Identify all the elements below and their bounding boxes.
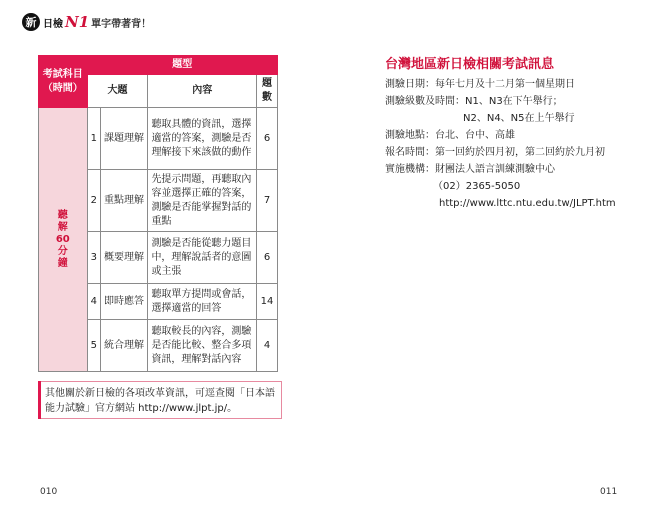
row-num: 2 [87, 170, 100, 232]
info-location: 測驗地點：台北、台中、高雄 [385, 130, 515, 141]
subject-char: 鐘 [57, 257, 68, 269]
logo-title [43, 13, 151, 31]
subject-char: 聽 [57, 209, 68, 221]
info-phone: （02）2365-5050 [433, 181, 521, 192]
row-content: 聽取單方提問或會話，選擇適當的回答 [148, 284, 257, 320]
row-count: 4 [257, 320, 278, 372]
row-count: 7 [257, 170, 278, 232]
subject-char: 分 [57, 245, 68, 257]
header-major: 大題 [87, 75, 148, 108]
page-number-left: 010 [40, 487, 58, 497]
header-content: 內容 [148, 75, 257, 108]
row-content: 先提示問題，再聽取內容並選擇正確的答案，測驗是否能掌握對話的重點 [148, 170, 257, 232]
row-name: 統合理解 [100, 320, 147, 372]
info-url: http://www.lttc.ntu.edu.tw/JLPT.htm [439, 198, 616, 209]
logo-suffix: 單字帶著背！ [91, 19, 152, 30]
row-content: 測驗是否能從聽力題目中，理解說話者的意圖或主張 [148, 232, 257, 284]
row-count: 6 [257, 232, 278, 284]
page-number-right: 011 [600, 487, 618, 497]
row-num: 4 [87, 284, 100, 320]
row-num: 5 [87, 320, 100, 372]
subject-cell [39, 108, 88, 372]
book-logo [22, 12, 151, 32]
row-content: 聽取較長的內容，測驗是否能比較、整合多項資訊，理解對話內容 [148, 320, 257, 372]
logo-prefix: 日檢 [43, 19, 63, 30]
subject-char: 60 [55, 233, 70, 245]
row-name: 概要理解 [100, 232, 147, 284]
logo-badge: 新 [22, 13, 40, 31]
info-block [385, 76, 616, 212]
header-type: 題型 [87, 56, 277, 75]
row-name: 課題理解 [100, 108, 147, 170]
info-title: 台灣地區新日檢相關考試訊息 [385, 57, 555, 72]
header-count: 題數 [257, 75, 278, 108]
note-accent-bar [38, 381, 41, 419]
info-level-time-2: N2、N4、N5在上午舉行 [463, 113, 575, 124]
info-level-time: 測驗級數及時間：N1、N3在下午舉行； [385, 96, 563, 107]
note-box [38, 381, 282, 419]
subject-char: 解 [57, 221, 68, 233]
info-org: 實施機構：財團法人語言訓練測驗中心 [385, 164, 555, 175]
exam-structure-table [38, 55, 278, 372]
row-num: 1 [87, 108, 100, 170]
row-num: 3 [87, 232, 100, 284]
row-name: 重點理解 [100, 170, 147, 232]
logo-level: N1 [65, 13, 90, 31]
info-signup: 報名時間：第一回約於四月初，第二回約於九月初 [385, 147, 605, 158]
header-subject-label: 考試科目 [42, 68, 83, 80]
row-count: 6 [257, 108, 278, 170]
header-subject [39, 56, 88, 108]
row-name: 即時應答 [100, 284, 147, 320]
info-date: 測驗日期：每年七月及十二月第一個星期日 [385, 79, 575, 90]
row-count: 14 [257, 284, 278, 320]
header-subject-time: （時間） [42, 82, 83, 94]
row-content: 聽取具體的資訊，選擇適當的答案，測驗是否理解接下來該做的動作 [148, 108, 257, 170]
note-text: 其他關於新日檢的各項改革資訊，可逕查閱「日本語能力試驗」官方網站 http://www.jlpt.jp/。 [45, 388, 275, 414]
